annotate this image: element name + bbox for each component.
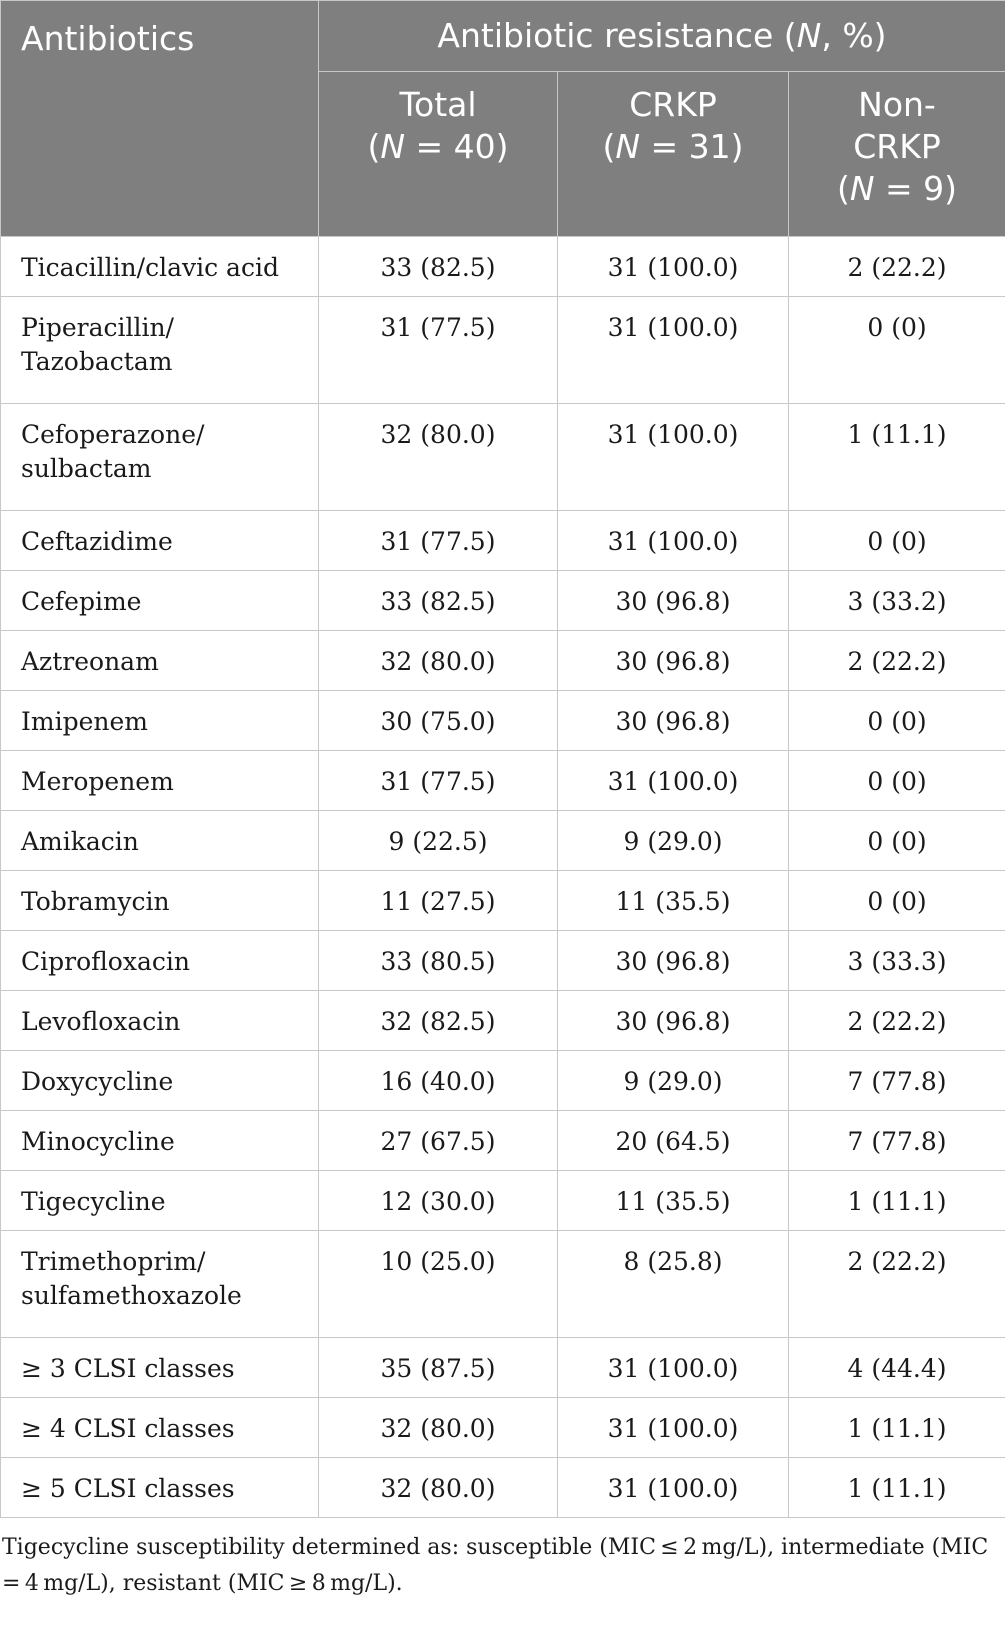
header-non-crkp-n: (N = 9) (836, 169, 958, 208)
non-crkp-cell: 2 (22.2) (789, 631, 1005, 691)
header-group-post: , %) (821, 16, 887, 55)
antibiotic-name-line: Ciprofloxacin (21, 947, 190, 976)
antibiotic-name-cell (1, 991, 319, 1051)
antibiotic-name-line: Cefepime (21, 587, 142, 616)
header-total-name: Total (399, 85, 477, 124)
crkp-cell: 11 (35.5) (558, 1171, 789, 1231)
antibiotic-name-line: Levofloxacin (21, 1007, 181, 1036)
total-cell: 30 (75.0) (319, 691, 558, 751)
header-non-crkp-name-line2: CRKP (853, 127, 941, 166)
header-total (319, 72, 558, 237)
crkp-cell: 9 (29.0) (558, 811, 789, 871)
antibiotic-name-line: ≥ 4 CLSI classes (21, 1414, 235, 1443)
crkp-cell: 31 (100.0) (558, 1398, 789, 1458)
table-row (1, 1398, 1005, 1458)
table-row (1, 1051, 1005, 1111)
total-cell: 32 (80.0) (319, 1458, 558, 1518)
table-row (1, 511, 1005, 571)
total-cell: 32 (80.0) (319, 631, 558, 691)
total-cell: 31 (77.5) (319, 751, 558, 811)
total-cell: 33 (82.5) (319, 237, 558, 297)
antibiotic-name-cell (1, 631, 319, 691)
header-crkp-n: (N = 31) (602, 127, 744, 166)
antibiotic-name-line: Imipenem (21, 707, 148, 736)
non-crkp-cell: 0 (0) (789, 691, 1005, 751)
antibiotic-name-cell (1, 404, 319, 511)
total-cell: 32 (82.5) (319, 991, 558, 1051)
antibiotic-name-cell (1, 571, 319, 631)
antibiotic-name-line: Cefoperazone/ (21, 420, 205, 449)
antibiotic-name-cell (1, 871, 319, 931)
crkp-cell: 31 (100.0) (558, 1458, 789, 1518)
header-total-n: (N = 40) (367, 127, 509, 166)
non-crkp-cell: 4 (44.4) (789, 1338, 1005, 1398)
crkp-cell: 31 (100.0) (558, 751, 789, 811)
crkp-cell: 30 (96.8) (558, 991, 789, 1051)
antibiotic-name-cell (1, 811, 319, 871)
crkp-cell: 31 (100.0) (558, 1338, 789, 1398)
table-row (1, 871, 1005, 931)
header-antibiotics-label: Antibiotics (21, 19, 195, 58)
table-body (1, 237, 1005, 1518)
antibiotic-name-line: ≥ 5 CLSI classes (21, 1474, 235, 1503)
non-crkp-cell: 0 (0) (789, 751, 1005, 811)
antibiotic-name-line: Aztreonam (21, 647, 159, 676)
total-cell: 10 (25.0) (319, 1231, 558, 1338)
total-cell: 35 (87.5) (319, 1338, 558, 1398)
crkp-cell: 11 (35.5) (558, 871, 789, 931)
antibiotic-name-line: sulbactam (21, 454, 152, 483)
antibiotic-name-cell (1, 1051, 319, 1111)
total-cell: 27 (67.5) (319, 1111, 558, 1171)
table-row (1, 1171, 1005, 1231)
table-row (1, 571, 1005, 631)
non-crkp-cell: 1 (11.1) (789, 404, 1005, 511)
non-crkp-cell: 3 (33.2) (789, 571, 1005, 631)
table-row (1, 1111, 1005, 1171)
antibiotic-name-line: Doxycycline (21, 1067, 174, 1096)
crkp-cell: 30 (96.8) (558, 931, 789, 991)
crkp-cell: 31 (100.0) (558, 237, 789, 297)
total-cell: 12 (30.0) (319, 1171, 558, 1231)
non-crkp-cell: 0 (0) (789, 511, 1005, 571)
antibiotic-name-line: Tigecycline (21, 1187, 166, 1216)
crkp-cell: 8 (25.8) (558, 1231, 789, 1338)
table-row (1, 691, 1005, 751)
antibiotic-name-cell (1, 931, 319, 991)
table-header (1, 1, 1005, 237)
antibiotic-name-cell (1, 1171, 319, 1231)
antibiotic-name-line: Tobramycin (21, 887, 170, 916)
header-group-pre: Antibiotic resistance ( (437, 16, 797, 55)
non-crkp-cell: 2 (22.2) (789, 991, 1005, 1051)
header-antibiotic-resistance (319, 1, 1005, 72)
antibiotic-name-cell (1, 511, 319, 571)
table-row (1, 931, 1005, 991)
total-cell: 9 (22.5) (319, 811, 558, 871)
total-cell: 33 (80.5) (319, 931, 558, 991)
non-crkp-cell: 7 (77.8) (789, 1051, 1005, 1111)
total-cell: 32 (80.0) (319, 1398, 558, 1458)
table-row (1, 404, 1005, 511)
total-cell: 16 (40.0) (319, 1051, 558, 1111)
table-footnote: Tigecycline susceptibility determined as: susceptible (MIC ≤ 2 mg/L), intermediate (MIC = 4 mg/L), resistant (MIC ≥ 8 mg/L). (2, 1535, 993, 1596)
antibiotic-name-line: Tazobactam (21, 347, 173, 376)
crkp-cell: 30 (96.8) (558, 691, 789, 751)
non-crkp-cell: 3 (33.3) (789, 931, 1005, 991)
crkp-cell: 31 (100.0) (558, 297, 789, 404)
antibiotic-name-cell (1, 1338, 319, 1398)
antibiotic-name-cell (1, 1231, 319, 1338)
antibiotic-name-line: Amikacin (21, 827, 139, 856)
antibiotic-name-line: Ticacillin/clavic acid (21, 253, 279, 282)
header-crkp (558, 72, 789, 237)
antibiotic-name-cell (1, 237, 319, 297)
antibiotic-name-cell (1, 691, 319, 751)
table-row (1, 811, 1005, 871)
non-crkp-cell: 1 (11.1) (789, 1458, 1005, 1518)
table-row (1, 751, 1005, 811)
table-row (1, 1231, 1005, 1338)
table-row (1, 237, 1005, 297)
antibiotic-name-line: Meropenem (21, 767, 174, 796)
non-crkp-cell: 0 (0) (789, 297, 1005, 404)
total-cell: 32 (80.0) (319, 404, 558, 511)
antibiotic-name-line: Trimethoprim/ (21, 1247, 206, 1276)
total-cell: 33 (82.5) (319, 571, 558, 631)
crkp-cell: 31 (100.0) (558, 404, 789, 511)
crkp-cell: 20 (64.5) (558, 1111, 789, 1171)
header-non-crkp (789, 72, 1005, 237)
antibiotic-name-cell (1, 751, 319, 811)
antibiotic-name-cell (1, 1111, 319, 1171)
antibiotic-name-cell (1, 1398, 319, 1458)
total-cell: 31 (77.5) (319, 297, 558, 404)
total-cell: 11 (27.5) (319, 871, 558, 931)
non-crkp-cell: 0 (0) (789, 871, 1005, 931)
table-row (1, 991, 1005, 1051)
non-crkp-cell: 7 (77.8) (789, 1111, 1005, 1171)
antibiotic-name-line: ≥ 3 CLSI classes (21, 1354, 235, 1383)
antibiotic-name-line: Piperacillin/ (21, 313, 174, 342)
crkp-cell: 31 (100.0) (558, 511, 789, 571)
antibiotic-name-line: sulfamethoxazole (21, 1281, 242, 1310)
header-non-crkp-name-line1: Non- (858, 85, 936, 124)
non-crkp-cell: 0 (0) (789, 811, 1005, 871)
antibiotic-name-cell (1, 297, 319, 404)
total-cell: 31 (77.5) (319, 511, 558, 571)
antibiotic-name-line: Minocycline (21, 1127, 175, 1156)
crkp-cell: 9 (29.0) (558, 1051, 789, 1111)
antibiotic-name-cell (1, 1458, 319, 1518)
non-crkp-cell: 2 (22.2) (789, 1231, 1005, 1338)
table-row (1, 297, 1005, 404)
crkp-cell: 30 (96.8) (558, 631, 789, 691)
crkp-cell: 30 (96.8) (558, 571, 789, 631)
non-crkp-cell: 1 (11.1) (789, 1171, 1005, 1231)
table-row (1, 1338, 1005, 1398)
non-crkp-cell: 1 (11.1) (789, 1398, 1005, 1458)
table-row (1, 1458, 1005, 1518)
header-group-n: N (796, 16, 822, 55)
table-row (1, 631, 1005, 691)
header-antibiotics (1, 1, 319, 237)
antibiotic-name-line: Ceftazidime (21, 527, 173, 556)
non-crkp-cell: 2 (22.2) (789, 237, 1005, 297)
header-crkp-name: CRKP (629, 85, 717, 124)
